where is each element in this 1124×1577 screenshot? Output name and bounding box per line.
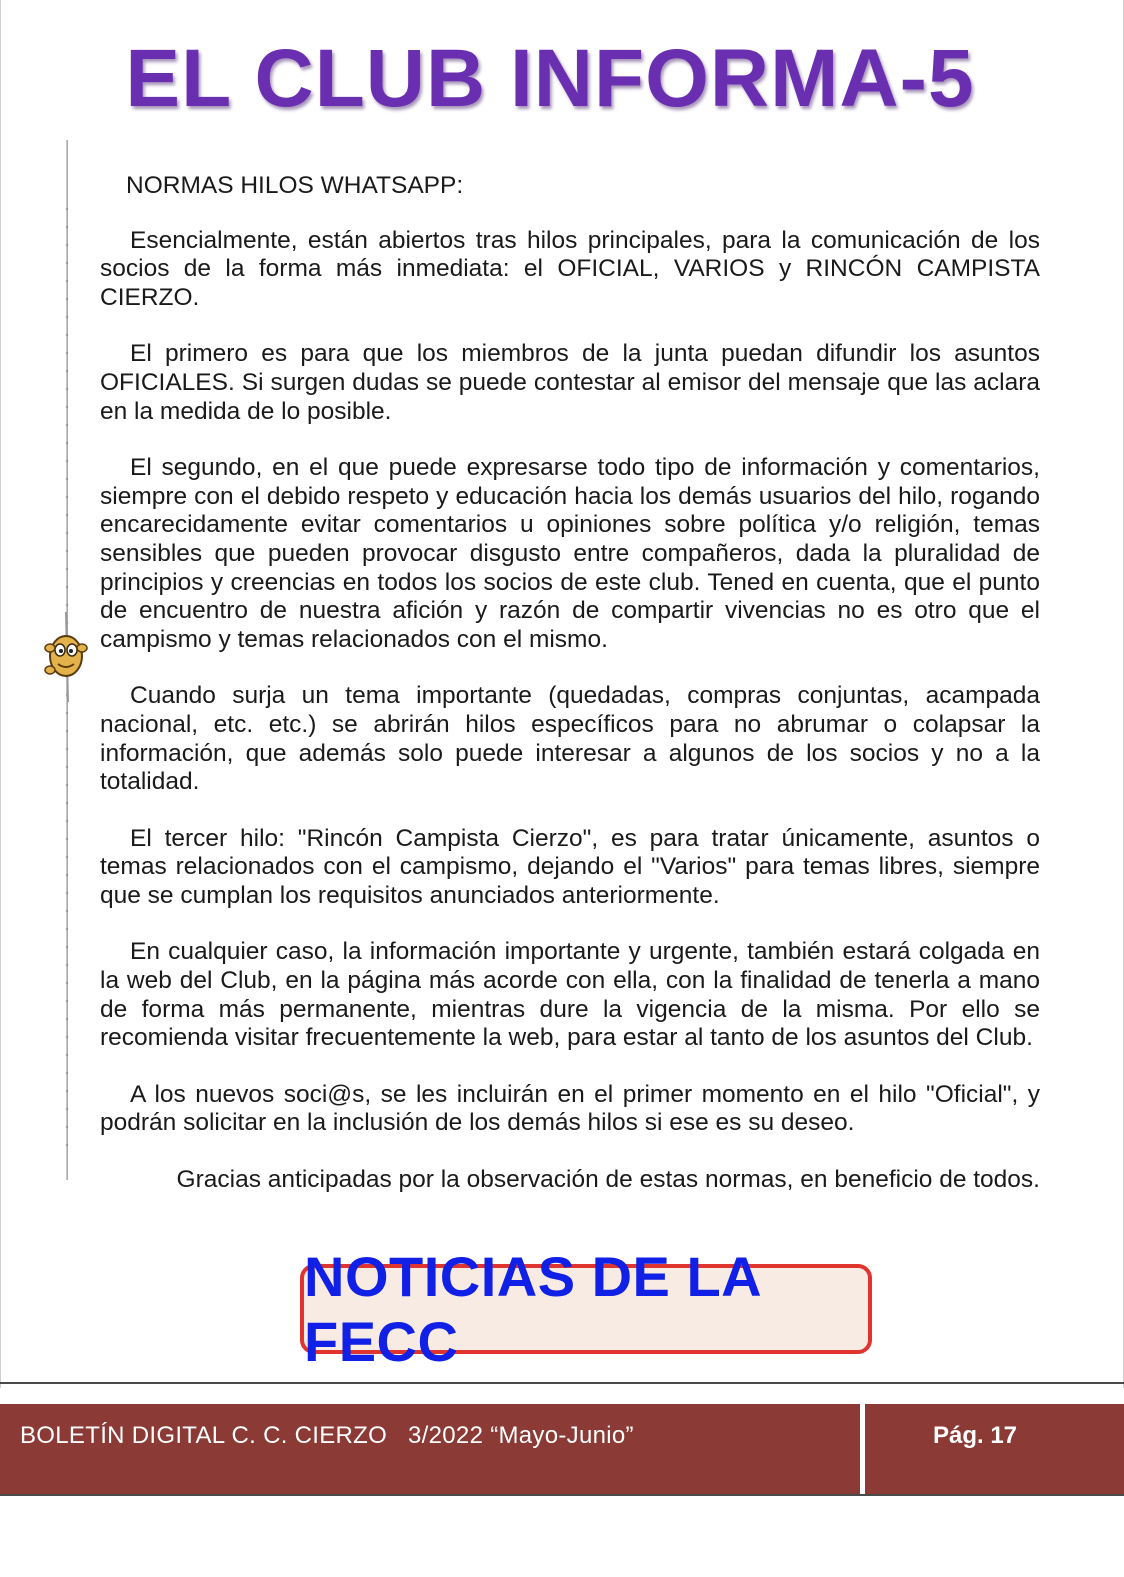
footer-bottom-rule: [0, 1494, 1124, 1496]
footer-publication: BOLETÍN DIGITAL C. C. CIERZO 3/2022 “Mayo-Junio”: [20, 1422, 634, 1449]
article-paragraph-6: En cualquier caso, la información importante y urgente, también estará colgada en la web del Club, en la página más acorde con ella, con la finalidad de tenerla a mano de forma más permanente, mientras dure la vigencia de la misma. Por ello se recomienda visitar frecuentemente la web, para estar al tanto de los asuntos del Club.: [100, 938, 1040, 1052]
article-heading: NORMAS HILOS WHATSAPP:: [126, 172, 464, 199]
article-closing: Gracias anticipadas por la observación de estas normas, en beneficio de todos.: [176, 1166, 1040, 1194]
fecc-news-banner-text: NOTICIAS DE LA FECC: [304, 1245, 761, 1373]
footer-top-rule: [0, 1382, 1124, 1384]
article-paragraph-1: Esencialmente, están abiertos tras hilos principales, para la comunicación de los socios de la forma más inmediata: el OFICIAL, VARIOS y RINCÓN CAMPISTA CIERZO.: [100, 226, 1040, 311]
article-paragraph-3: El segundo, en el que puede expresarse todo tipo de información y comentarios, siempre con el debido respeto y educación hacia los demás usuarios del hilo, rogando encarecidamente evitar comentarios u opiniones sobre política y/o religión, temas sensibles que pueden provocar disgusto entre compañeros, dada la pluralidad de principios y creencias en todos los socios de este club. Tened en cuenta, que el punto de encuentro de nuestra afición y razón de compartir vivencias no es otro que el campismo y temas relacionados con el mismo.: [100, 454, 1040, 653]
article-paragraph-4: Cuando surja un tema importante (quedadas, compras conjuntas, acampada nacional, etc. etc.) se abrirán hilos específicos para no abrumar o colapsar la información, que además solo puede interesar a algunos de los socios y no a la totalidad.: [100, 682, 1040, 796]
article-paragraph-5: El tercer hilo: "Rincón Campista Cierzo", es para tratar únicamente, asuntos o temas relacionados con el campismo, dejando el "Varios" para temas libres, siempre que se cumplan los requisitos anunciados anteriormente.: [100, 824, 1040, 909]
peeking-mascot-icon: [44, 612, 90, 702]
article-body: [100, 172, 1040, 1223]
page-title: EL CLUB INFORMA-5: [125, 33, 975, 124]
footer-bar: [0, 1404, 1124, 1494]
footer-page-number: Pág. 17: [932, 1422, 1018, 1449]
article-paragraph-2: El primero es para que los miembros de la junta puedan difundir los asuntos OFICIALES. Si surgen dudas se puede contestar al emisor del mensaje que las aclara en la medida de lo posible.: [100, 340, 1040, 425]
fecc-news-banner: [300, 1245, 872, 1373]
article-paragraph-7: A los nuevos soci@s, se les incluirán en el primer momento en el hilo "Oficial", y podrán solicitar en la inclusión de los demás hilos si ese es su deseo.: [100, 1080, 1040, 1137]
